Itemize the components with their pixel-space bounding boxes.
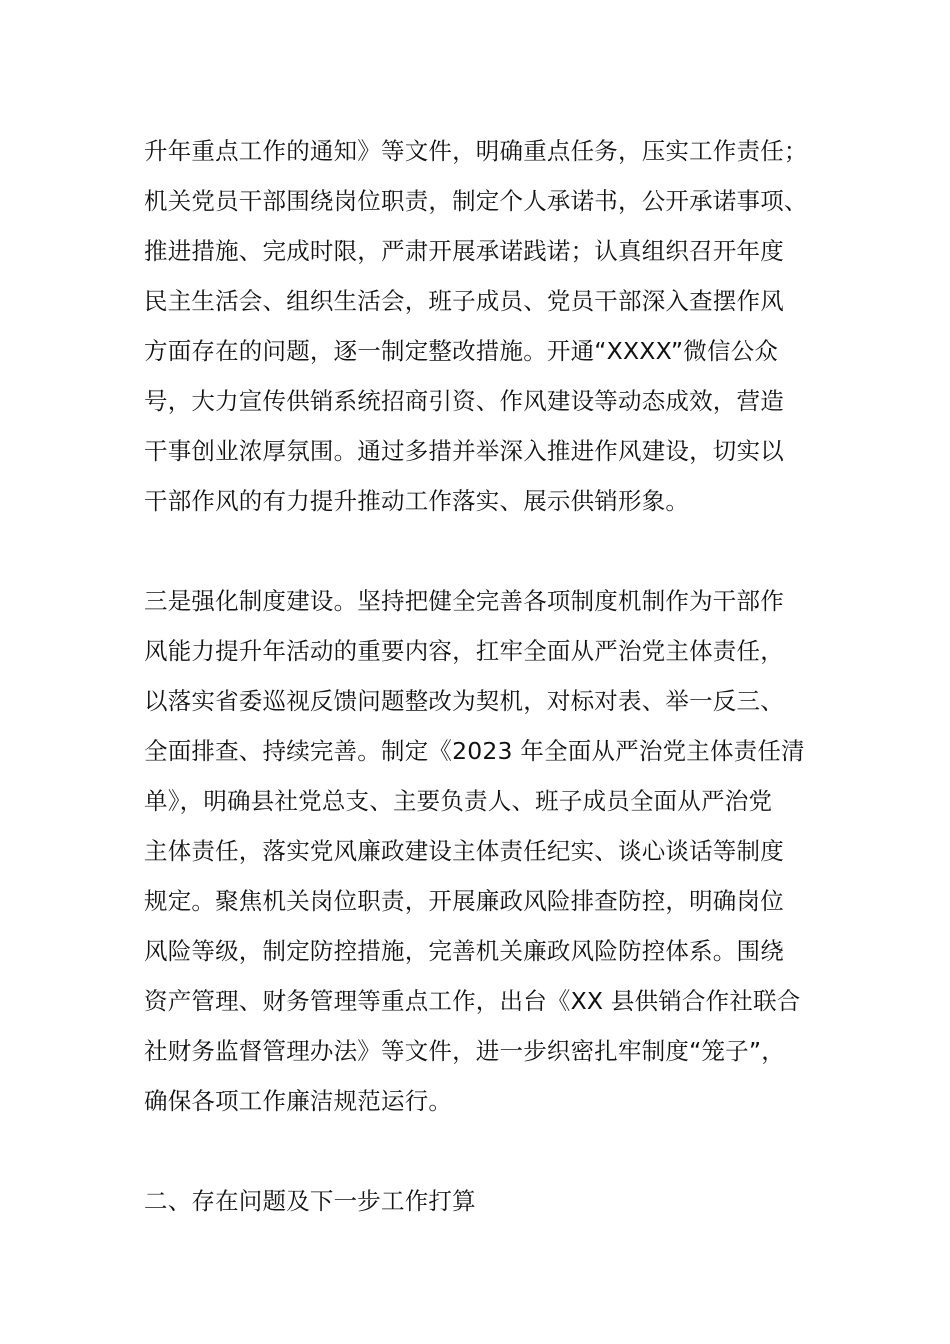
section-heading: 二、存在问题及下一步工作打算: [144, 1187, 476, 1215]
paragraph-line: 规定。聚焦机关岗位职责，开展廉政风险排查防控，明确岗位: [144, 887, 784, 915]
paragraph-line: 民主生活会、组织生活会，班子成员、党员干部深入查摆作风: [144, 287, 784, 315]
paragraph-line: 干事创业浓厚氛围。通过多措并举深入推进作风建设，切实以: [144, 437, 784, 465]
paragraph-line: 资产管理、财务管理等重点工作，出台《XX 县供销合作社联合: [144, 987, 801, 1015]
paragraph-line: 三是强化制度建设。坚持把健全完善各项制度机制作为干部作: [144, 587, 784, 615]
paragraph-line: 干部作风的有力提升推动工作落实、展示供销形象。: [144, 487, 690, 515]
paragraph-line: 风险等级，制定防控措施，完善机关廉政风险防控体系。围绕: [144, 937, 784, 965]
paragraph-line: 以落实省委巡视反馈问题整改为契机，对标对表、举一反三、: [144, 687, 784, 715]
paragraph-line: 社财务监督管理办法》等文件，进一步织密扎牢制度“笼子”，: [144, 1037, 785, 1065]
paragraph-line: 单》，明确县社党总支、主要负责人、班子成员全面从严治党: [144, 787, 773, 815]
paragraph-line: 全面排查、持续完善。制定《2023 年全面从严治党主体责任清: [144, 737, 805, 765]
paragraph-line: 号，大力宣传供销系统招商引资、作风建设等动态成效，营造: [144, 387, 784, 415]
paragraph-line: 确保各项工作廉洁规范运行。: [144, 1087, 453, 1115]
paragraph-line: 机关党员干部围绕岗位职责，制定个人承诺书，公开承诺事项、: [144, 187, 808, 215]
paragraph-line: 风能力提升年活动的重要内容，扛牢全面从严治党主体责任，: [144, 637, 784, 665]
paragraph-line: 方面存在的问题，逐一制定整改措施。开通“XXXX”微信公众: [144, 337, 779, 365]
paragraph-line: 推进措施、完成时限，严肃开展承诺践诺；认真组织召开年度: [144, 237, 784, 265]
paragraph-line: 主体责任，落实党风廉政建设主体责任纪实、谈心谈话等制度: [144, 837, 784, 865]
paragraph-line: 升年重点工作的通知》等文件，明确重点任务，压实工作责任；: [144, 137, 808, 165]
